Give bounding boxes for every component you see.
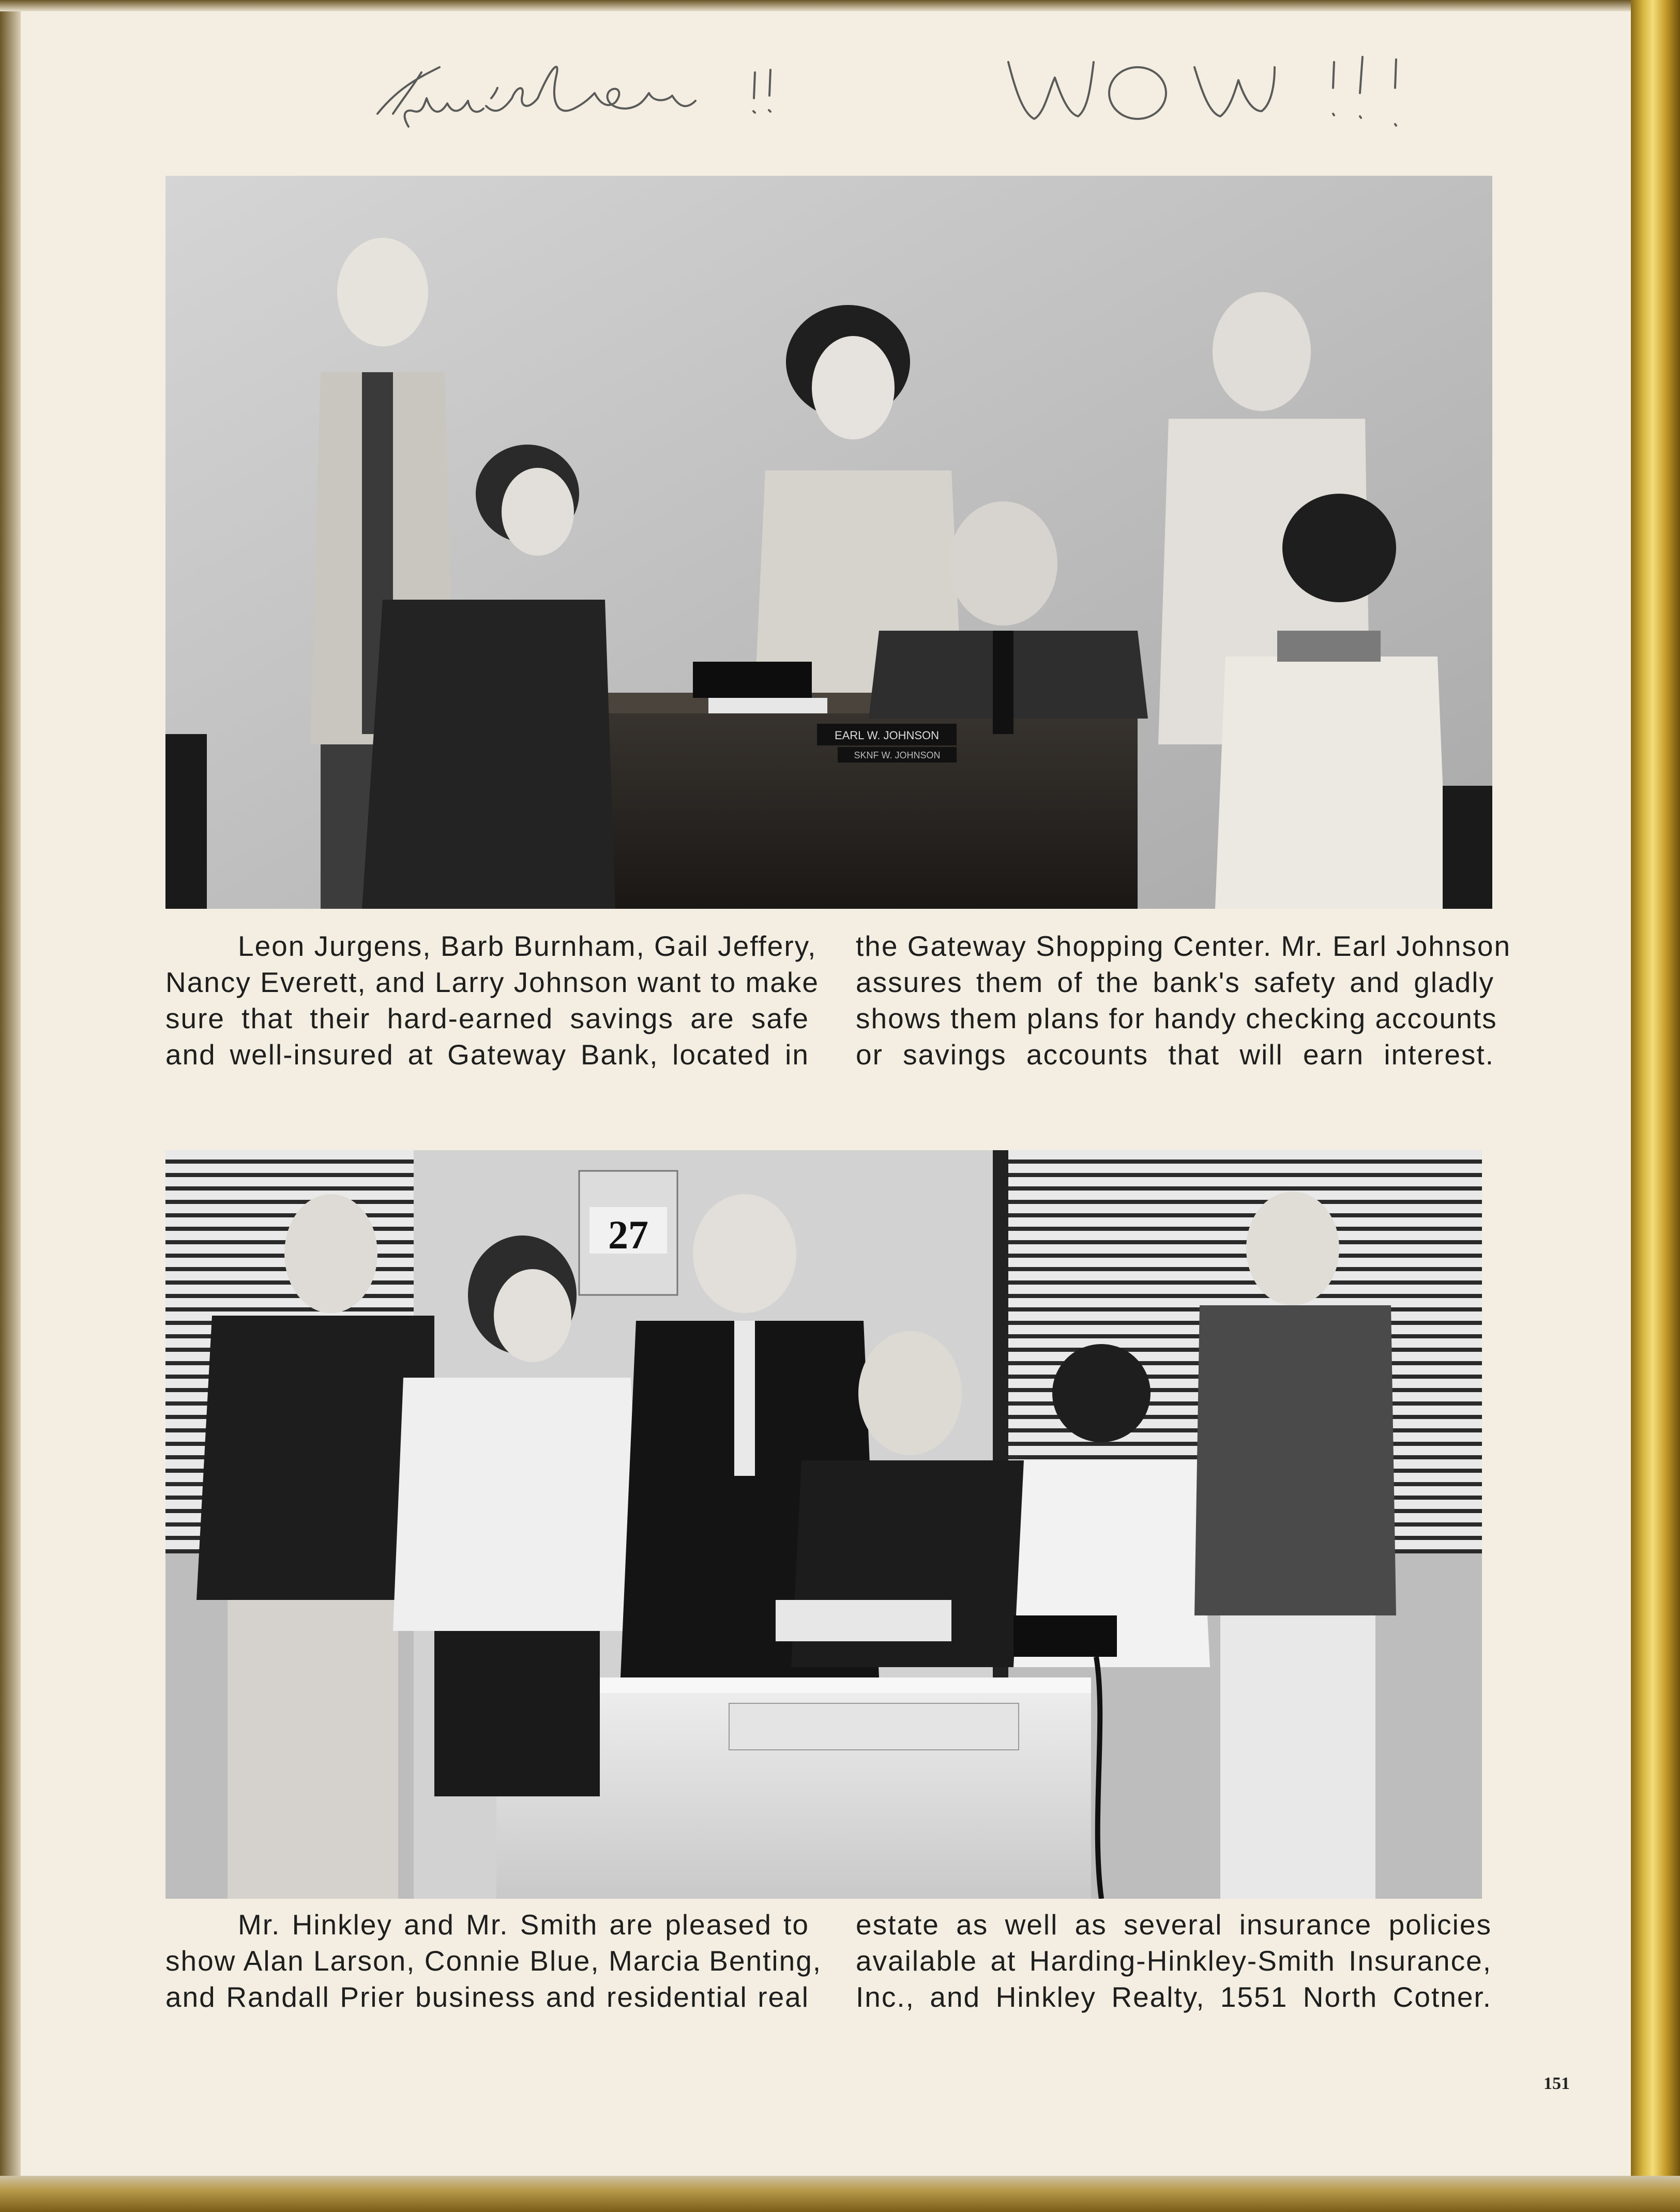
caption-1-left-line: Nancy Everett, and Larry Johnson want to make <box>165 966 819 998</box>
page-bottom-edge <box>0 2176 1680 2212</box>
caption-1-left-line: sure that their hard-earned savings are safe <box>165 1002 809 1034</box>
caption-2-right-line: estate as well as several insurance policies <box>856 1909 1492 1941</box>
caption-2-left-line: Mr. Hinkley and Mr. Smith are pleased to <box>238 1909 809 1941</box>
caption-1-right-line: assures them of the bank's safety and gladly <box>856 966 1494 998</box>
caption-1-right-line: the Gateway Shopping Center. Mr. Earl Johnson <box>856 930 1511 962</box>
caption-2-right-line: Inc., and Hinkley Realty, 1551 North Cotner. <box>856 1981 1492 2013</box>
nameplate-line-2: SKNF W. JOHNSON <box>854 750 941 760</box>
caption-2-right-column <box>856 1906 1492 2015</box>
nameplate-line-1: EARL W. JOHNSON <box>834 729 940 742</box>
gold-binding <box>1631 0 1680 2212</box>
caption-2-left-line: show Alan Larson, Connie Blue, Marcia Benting, <box>165 1945 822 1977</box>
calendar-day: 27 <box>608 1212 648 1257</box>
page-number: 151 <box>1543 2074 1570 2093</box>
photo-gateway-bank <box>165 176 1492 909</box>
caption-1-right-column <box>856 928 1511 1073</box>
caption-2-left-line: and Randall Prier business and residential real <box>165 1981 809 2013</box>
handwriting-strokes <box>357 36 1546 165</box>
handwritten-note <box>357 36 1546 165</box>
photo-insurance-office-image <box>165 1150 1482 1899</box>
caption-2-left-column <box>165 1906 822 2015</box>
caption-1-left-line: and well-insured at Gateway Bank, located in <box>165 1039 809 1071</box>
caption-2-right-line: available at Harding-Hinkley-Smith Insurance, <box>856 1945 1492 1977</box>
caption-1-left-line: Leon Jurgens, Barb Burnham, Gail Jeffery, <box>238 930 817 962</box>
photo-insurance-office <box>165 1150 1482 1899</box>
caption-1-left-column <box>165 928 819 1073</box>
caption-1-right-line: or savings accounts that will earn interest. <box>856 1039 1494 1071</box>
page-top-edge <box>0 0 1680 11</box>
caption-1-right-line: shows them plans for handy checking accounts <box>856 1002 1497 1034</box>
photo-gateway-bank-image <box>165 176 1492 909</box>
page-left-edge <box>0 0 21 2212</box>
